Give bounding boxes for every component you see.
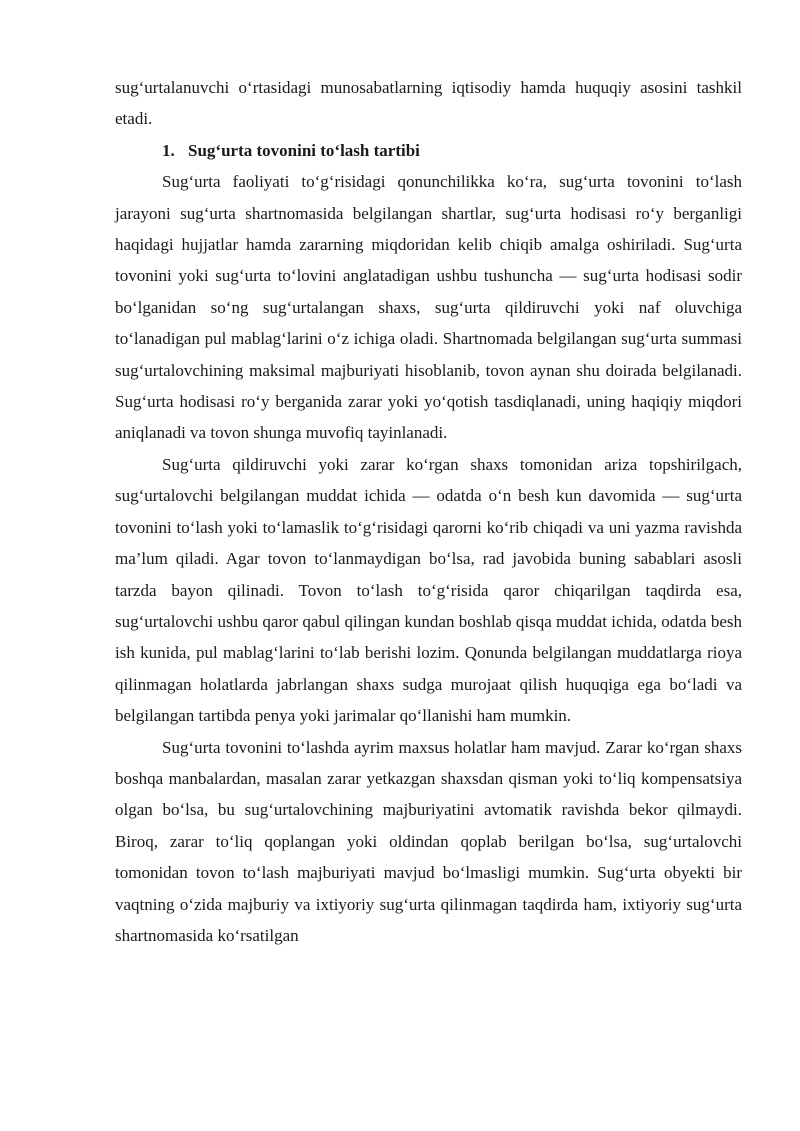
section-number: 1. [162, 140, 175, 160]
paragraph: Sug‘urta qildiruvchi yoki zarar ko‘rgan shaxs tomonidan ariza topshirilgach, sug‘urtalovchi belgilangan muddat ichida — odatda o‘n besh kun davomida — sug‘urta tovonini to‘lash yoki to‘lamaslik to‘g‘risidagi qarorni ko‘rib chiqadi va uni yazma ravishda ma’lum qiladi. Agar tovon to‘lanmaydigan bo‘lsa, rad javobida buning sabablari asosli tarzda bayon qilinadi. Tovon to‘lash to‘g‘risida qaror chiqarilgan taqdirda esa, sug‘urtalovchi ushbu qaror qabul qilingan kundan boshlab qisqa muddat ichida, odatda besh ish kunida, pul mablag‘larini to‘lab berishi lozim. Qonunda belgilangan muddatlarga rioya qilinmagan holatlarda jabrlangan shaxs sudga murojaat qilish huquqiga ega bo‘ladi va belgilangan tartibda penya yoki jarimalar qo‘llanishi ham mumkin. [115, 454, 742, 726]
paragraph: Sug‘urta faoliyati to‘g‘risidagi qonunchilikka ko‘ra, sug‘urta tovonini to‘lash jarayoni sug‘urta shartnomasida belgilangan shartlar, sug‘urta hodisasi ro‘y berganligi haqidagi hujjatlar hamda zararning miqdoridan kelib chiqib amalga oshiriladi. Sug‘urta tovonini yoki sug‘urta to‘lovini anglatadigan ushbu tushuncha — sug‘urta hodisasi sodir bo‘lganidan so‘ng sug‘urtalangan shaxs, sug‘urta qildiruvchi yoki naf oluvchiga to‘lanadigan pul mablag‘larini o‘z ichiga oladi. Shartnomada belgilangan sug‘urta summasi sug‘urtalovchining maksimal majburiyati hisoblanib, tovon aynan shu doirada belgilanadi. Sug‘urta hodisasi ro‘y berganida zarar yoki yo‘qotish tasdiqlanadi, uning haqiqiy miqdori aniqlanadi va tovon shunga muvofiq tayinlanadi. [115, 172, 742, 443]
document-page [115, 72, 742, 951]
section-heading [115, 135, 742, 166]
paragraph: Sug‘urta tovonini to‘lashda ayrim maxsus holatlar ham mavjud. Zarar ko‘rgan shaxs boshqa manbalardan, masalan zarar yetkazgan shaxsdan qisman yoki to‘liq kompensatsiya olgan bo‘lsa, bu sug‘urtalovchining majburiyatini avtomatik ravishda bekor qilmaydi. Biroq, zarar to‘liq qoplangan yoki oldindan qoplab berilgan bo‘lsa, sug‘urtalovchi tomonidan tovon to‘lash majburiyati mavjud bo‘lmasligi mumkin. Sug‘urta obyekti bir vaqtning o‘zida majburiy va ixtiyoriy sug‘urta qilinmagan taqdirda ham, ixtiyoriy sug‘urta shartnomasida ko‘rsatilgan [115, 737, 742, 945]
paragraph-continued: sug‘urtalanuvchi o‘rtasidagi munosabatlarning iqtisodiy hamda huquqiy asosini tashkil etadi. [115, 78, 742, 129]
section-title: Sug‘urta tovonini to‘lash tartibi [188, 140, 420, 160]
